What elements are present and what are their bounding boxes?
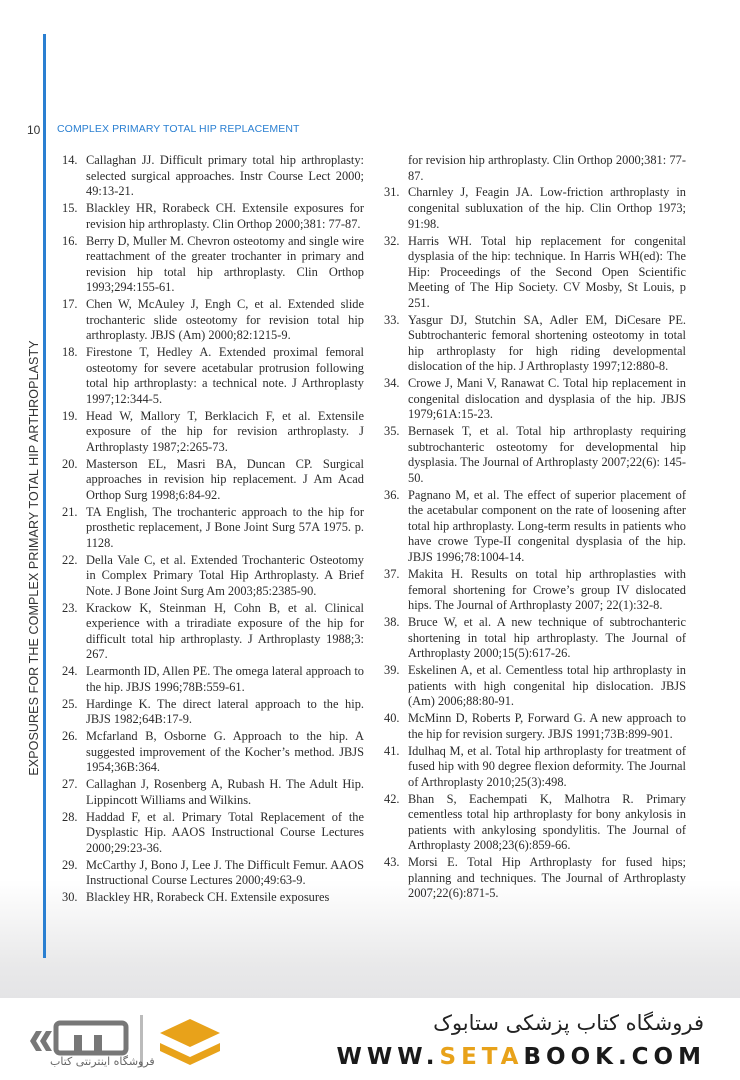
store-footer [0, 998, 740, 1080]
reference-item [384, 663, 686, 710]
reference-item [62, 890, 364, 906]
reference-text: Blackley HR, Rorabeck CH. Extensile exposures for revision hip arthroplasty. Clin Orthop 2000;381: 77-87. [86, 201, 364, 231]
url-prefix: WWW. [336, 1044, 440, 1070]
reference-text: Bernasek T, et al. Total hip arthroplasty requiring subtrochanteric osteotomy for developmental hip dysplasia. The Journal of Arthroplasty 2007;22(6): 145-50. [408, 424, 686, 485]
reference-number: 22. [62, 552, 78, 567]
margin-rule [43, 34, 46, 958]
store-url[interactable] [337, 1044, 706, 1070]
reference-item [384, 615, 686, 662]
url-suffix: BOOK.COM [523, 1044, 706, 1070]
reference-text: Berry D, Muller M. Chevron osteotomy and single wire reattachment of the greater trochanter in primary and revision hip total hip arthroplasty. Clin Orthop 1993;294:155-61. [86, 233, 364, 295]
reference-item [384, 424, 686, 486]
reference-item [62, 297, 364, 344]
reference-number: 25. [62, 696, 78, 711]
logo-caption: فروشگاه اینترنتی کتاب [50, 1055, 155, 1068]
reference-number: 37. [384, 566, 400, 581]
reference-number: 42. [384, 791, 400, 806]
reference-text: Masterson EL, Masri BA, Duncan CP. Surgical approaches in revision hip replacement. J Am Acad Orthop Surg 1998;6:84-92. [86, 456, 364, 502]
reference-item [62, 153, 364, 200]
reference-text: Della Vale C, et al. Extended Trochanteric Osteotomy in Complex Primary Total Hip Arthroplasty. A Brief Note. J Bone Joint Surg Am 2003;85:2385-90. [86, 552, 364, 598]
reference-text: Callaghan JJ. Difficult primary total hip arthroplasty: selected surgical approaches. Instr Course Lect 2000; 49:13-21. [86, 153, 364, 199]
reference-text: McMinn D, Roberts P, Forward G. A new approach to the hip for revision surgery. JBJS 1991;73B:899-901. [408, 711, 686, 741]
reference-number: 33. [384, 312, 400, 327]
reference-text: Charnley J, Feagin JA. Low-friction arthroplasty in congenital subluxation of the hip. Clin Orthop 1973; 91:98. [408, 185, 686, 231]
reference-text: Krackow K, Steinman H, Cohn B, et al. Clinical experience with a triradiate exposure of the hip for difficult total hip arthroplasty. J Arthroplasty 1988;3: 267. [86, 600, 364, 662]
reference-text: Eskelinen A, et al. Cementless total hip arthroplasty in patients with high congenital hip dislocation. JBJS (Am) 2006;88:80-91. [408, 663, 686, 709]
side-chapter-title: EXPOSURES FOR THE COMPLEX PRIMARY TOTAL HIP ARTHROPLASTY [27, 340, 41, 776]
reference-number: 19. [62, 408, 78, 423]
reference-text: Idulhaq M, et al. Total hip arthroplasty for treatment of fused hip with 90 degree flexion deformity. The Journal of Arthroplasty 2010;25(3):498. [408, 743, 686, 789]
reference-item [384, 711, 686, 742]
reference-item [62, 858, 364, 889]
reference-item [384, 855, 686, 902]
reference-number: 16. [62, 233, 78, 248]
reference-number: 28. [62, 809, 78, 824]
url-highlight: SETA [439, 1044, 524, 1070]
reference-number: 32. [384, 233, 400, 248]
reference-number: 43. [384, 855, 400, 870]
reference-text: Morsi E. Total Hip Arthroplasty for fused hips; planning and techniques. The Journal of Arthroplasty 2007;22(6):871-5. [408, 855, 686, 901]
reference-number: 21. [62, 504, 78, 519]
reference-text: Mcfarland B, Osborne G. Approach to the hip. A suggested improvement of the Kocher’s method. JBJS 1954;36B:364. [86, 729, 364, 775]
reference-text: Bruce W, et al. A new technique of subtrochanteric shortening in total hip arthroplasty. The Journal of Arthroplasty 2000;15(5):617-26. [408, 614, 686, 661]
reference-text: Blackley HR, Rorabeck CH. Extensile exposures [86, 890, 330, 905]
reference-text: Haddad F, et al. Primary Total Replacement of the Dysplastic Hip. AAOS Instructional Course Lectures 2000;29:23-36. [86, 809, 364, 855]
reference-number: 18. [62, 345, 78, 360]
reference-text: McCarthy J, Bono J, Lee J. The Difficult Femur. AAOS Instructional Course Lectures 2000;49:63-9. [86, 857, 364, 888]
reference-number: 39. [384, 663, 400, 678]
reference-item [62, 664, 364, 695]
reference-item [62, 553, 364, 600]
reference-number: 20. [62, 456, 78, 471]
reference-item [384, 744, 686, 791]
reference-item [384, 376, 686, 423]
reference-item [62, 777, 364, 808]
reference-text: Hardinge K. The direct lateral approach to the hip. JBJS 1982;64B:17-9. [86, 696, 364, 727]
running-head: COMPLEX PRIMARY TOTAL HIP REPLACEMENT [57, 123, 300, 135]
reference-text: Chen W, McAuley J, Engh C, et al. Extended slide trochanteric slide osteotomy for revision total hip arthroplasty. JBJS (Am) 2000;82:1215-9. [86, 297, 364, 343]
reference-number: 30. [62, 890, 78, 905]
reference-text: Makita H. Results on total hip arthroplasties with femoral shortening for Crowe’s group IV dislocated hips. The Journal of Arthroplasty 2007; 22(1):32-8. [408, 566, 686, 613]
reference-number: 34. [384, 376, 400, 391]
references-right-column [384, 153, 686, 903]
reference-number: 38. [384, 614, 400, 629]
reference-text: Yasgur DJ, Stutchin SA, Adler EM, DiCesare PE. Subtrochanteric femoral shortening osteotomy in total hip arthroplasty for high riding developmental dislocation of the hip. J Arthroplasty 1997;12:880-8. [408, 312, 686, 374]
store-title: فروشگاه کتاب پزشکی ستابوک [433, 1011, 704, 1035]
reference-number: 15. [62, 201, 78, 216]
reference-text: Bhan S, Eachempati K, Malhotra R. Primary cementless total hip arthroplasty for bony ankylosis in patients with ankylosing spondylitis. The Journal of Arthroplasty 2008;23(6):859-66. [408, 791, 686, 853]
reference-number: 24. [62, 664, 78, 679]
reference-number: 27. [62, 777, 78, 792]
reference-item [384, 488, 686, 566]
reference-item [62, 601, 364, 663]
reference-item [384, 567, 686, 614]
reference-text: Crowe J, Mani V, Ranawat C. Total hip replacement in congenital dislocation and dysplasia of the hip. JBJS 1979;61A:15-23. [408, 376, 686, 422]
reference-number: 41. [384, 743, 400, 758]
reference-number: 36. [384, 487, 400, 502]
reference-number: 14. [62, 153, 78, 167]
reference-item [62, 409, 364, 456]
reference-item [384, 234, 686, 312]
reference-item [62, 729, 364, 776]
references-left-column [62, 153, 364, 907]
reference-item [62, 457, 364, 504]
reference-number: 17. [62, 297, 78, 312]
reference-number: 31. [384, 185, 400, 200]
reference-number: 26. [62, 729, 78, 744]
store-logo [30, 1013, 250, 1078]
reference-item [384, 313, 686, 375]
reference-item [62, 345, 364, 407]
reference-text: Learmonth ID, Allen PE. The omega lateral approach to the hip. JBJS 1996;78B:559-61. [86, 664, 364, 694]
reference-item [62, 234, 364, 296]
reference-text: Head W, Mallory T, Berklacich F, et al. Extensile exposure of the hip for revision arthroplasty. J Arthroplasty 1987;2:265-73. [86, 408, 364, 454]
reference-number: 23. [62, 600, 78, 615]
reference-number: 40. [384, 711, 400, 726]
reference-text: TA English, The trochanteric approach to the hip for prosthetic replacement, J Bone Joint Surg 57A 1975. p. 1128. [86, 504, 364, 550]
reference-item [384, 792, 686, 854]
reference-number: 29. [62, 857, 78, 872]
reference-item [384, 185, 686, 232]
reference-item [62, 810, 364, 857]
reference-text: Pagnano M, et al. The effect of superior placement of the acetabular component on the rate of loosening after total hip arthroplasty. Long-term results in patients who have crowe Type-II congenital dysplasia of the hip. JBJS 1996;78:1004-14. [408, 487, 686, 565]
reference-item [62, 697, 364, 728]
reference-item [62, 201, 364, 232]
reference-text: Firestone T, Hedley A. Extended proximal femoral osteotomy for severe acetabular protrusion following total hip arthroplasty: a technical note. J Arthroplasty 1997;12:344-5. [86, 345, 364, 406]
page-number: 10 [27, 123, 41, 137]
reference-continuation: for revision hip arthroplasty. Clin Orthop 2000;381: 77-87. [408, 153, 686, 183]
reference-text: Harris WH. Total hip replacement for congenital dysplasia of the hip: technique. In Harris WH(ed): The Hip: Proceedings of the Second Open Scientific Meeting of The Hip Society. CV Mosby, St Louis, p 251. [408, 233, 686, 310]
reference-text: Callaghan J, Rosenberg A, Rubash H. The Adult Hip. Lippincott Williams and Wilkins. [86, 777, 364, 807]
reference-number: 35. [384, 424, 400, 439]
reference-item [62, 505, 364, 552]
